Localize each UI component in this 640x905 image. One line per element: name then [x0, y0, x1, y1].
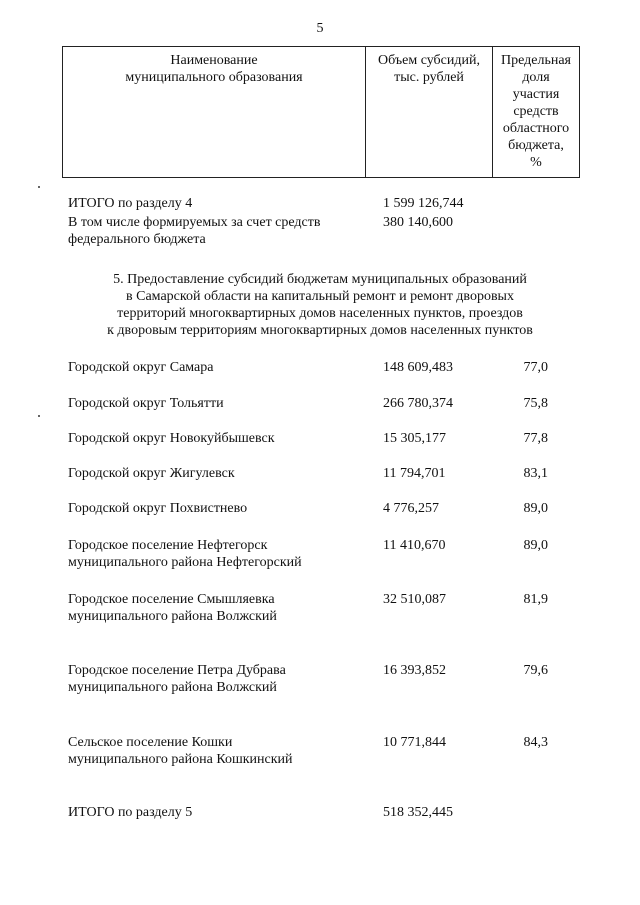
header-volume-column: [366, 47, 493, 177]
section4-total-value: 1 599 126,744: [383, 196, 464, 211]
row-share: 81,9: [523, 592, 548, 607]
header-name-column: [63, 47, 366, 177]
row-value: 10 771,844: [383, 735, 446, 750]
page-number: 5: [316, 21, 324, 36]
section5-total-value: 518 352,445: [383, 805, 453, 820]
row-value: 11 410,670: [383, 538, 446, 553]
row-name: Сельское поселение Кошки муниципального района Кошкинский: [68, 735, 293, 767]
row-share: 83,1: [523, 466, 548, 481]
table-header: [62, 46, 580, 178]
row-share: 89,0: [523, 501, 548, 516]
section5-title: 5. Предоставление субсидий бюджетам муниципальных образований в Самарской области на капитальный ремонт и ремонт дворовых территорий многоквартирных домов населенных пунктов, проездов к дворовым территориям многоквартирных домов населенных пунктов: [107, 272, 533, 338]
row-value: 148 609,483: [383, 360, 453, 375]
margin-mark: [38, 415, 40, 417]
section4-total-label: ИТОГО по разделу 4: [68, 196, 193, 211]
row-share: 79,6: [523, 663, 548, 678]
row-value: 15 305,177: [383, 431, 446, 446]
row-value: 16 393,852: [383, 663, 446, 678]
section4-federal-value: 380 140,600: [383, 215, 453, 230]
row-value: 4 776,257: [383, 501, 439, 516]
header-share-column: [493, 47, 579, 177]
row-share: 75,8: [523, 396, 548, 411]
row-name: Городской округ Новокуйбышевск: [68, 431, 275, 446]
row-share: 77,0: [523, 360, 548, 375]
row-name: Городской округ Жигулевск: [68, 466, 235, 481]
row-value: 11 794,701: [383, 466, 446, 481]
row-name: Городской округ Самара: [68, 360, 214, 375]
row-value: 32 510,087: [383, 592, 446, 607]
section5-total-label: ИТОГО по разделу 5: [68, 805, 193, 820]
header-volume-label: Объем субсидий, тыс. рублей: [378, 53, 480, 85]
section4-federal-label: В том числе формируемых за счет средств федерального бюджета: [68, 215, 321, 247]
row-name: Городское поселение Смышляевка муниципального района Волжский: [68, 592, 277, 624]
row-share: 77,8: [523, 431, 548, 446]
row-name: Городское поселение Нефтегорск муниципального района Нефтегорский: [68, 538, 302, 570]
row-name: Городской округ Похвистнево: [68, 501, 248, 516]
row-name: Городской округ Тольятти: [68, 396, 224, 411]
row-share: 84,3: [523, 735, 548, 750]
row-value: 266 780,374: [383, 396, 453, 411]
header-name-label: Наименование муниципального образования: [125, 53, 303, 85]
row-name: Городское поселение Петра Дубрава муниципального района Волжский: [68, 663, 286, 695]
header-share-label: Предельная доля участия средств областного бюджета, %: [501, 53, 571, 170]
margin-mark: [38, 186, 40, 188]
row-share: 89,0: [523, 538, 548, 553]
